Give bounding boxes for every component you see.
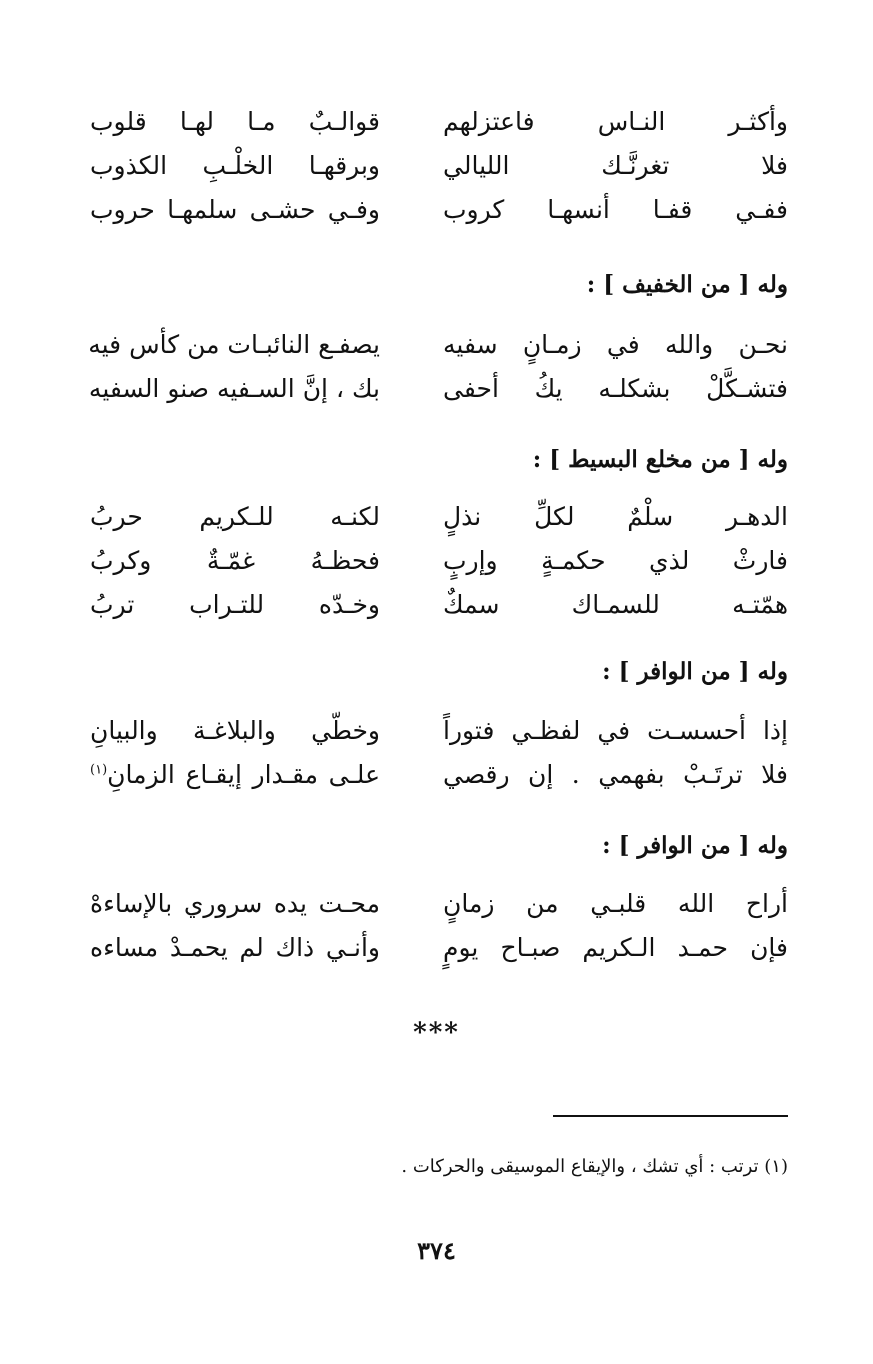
verse-second-hemistich: وفـي حشـى سلمهـا حروب	[90, 195, 380, 224]
verse-second-hemistich: فحظـهُ غمّـةٌ وكربُ	[90, 546, 380, 575]
verse-first-hemistich: فتشـكَّلْ بشكلـه يكُ أحفى	[443, 374, 788, 403]
verse-line	[70, 926, 788, 970]
verse-text: علـى مقـدار إيقـاع الزمانِ	[107, 760, 380, 789]
verse-second-hemistich: قوالـبٌ مـا لهـا قلوب	[90, 107, 380, 136]
poem-heading: وله [ من الخفيف ] :	[586, 271, 788, 298]
verse-first-hemistich: إذا أحسسـت في لفظـي فتوراً	[443, 716, 788, 745]
verse-first-hemistich: أراح الله قلبـي من زمانٍ	[443, 889, 788, 918]
verse-second-hemistich: لكنـه للـكريم حربُ	[90, 502, 380, 531]
verse-first-hemistich: فلا تغرنَّـك الليالي	[443, 151, 788, 180]
footnote-divider	[553, 1115, 788, 1117]
verse-line	[70, 709, 788, 753]
verse-first-hemistich: فإن حمـد الـكريم صبـاح يومٍ	[443, 933, 788, 962]
verse-line	[70, 882, 788, 926]
page-number: ٣٧٤	[417, 1236, 456, 1265]
verse-line	[70, 100, 788, 144]
verse-line	[70, 144, 788, 188]
verse-first-hemistich: همّتـه للسمـاك سمكٌ	[443, 590, 788, 619]
verse-first-hemistich: نحـن والله في زمـانٍ سفيه	[443, 330, 788, 359]
verse-second-hemistich: وخـدّه للتـراب تربُ	[90, 590, 380, 619]
verse-line	[70, 583, 788, 627]
verse-second-hemistich: وبرقهـا الخلْـبِ الكذوب	[90, 151, 380, 180]
verse-line	[70, 753, 788, 797]
verse-line	[70, 323, 788, 367]
poem-stanza-3	[70, 495, 788, 627]
verse-line	[70, 188, 788, 232]
verse-first-hemistich: الدهـر سلْمٌ لكلِّ نذلٍ	[443, 502, 788, 531]
verse-first-hemistich: وأكثـر النـاس فاعتزلهم	[443, 107, 788, 136]
verse-second-hemistich: بك ، إنَّ السـفيه صنو السفيه	[88, 374, 380, 403]
poem-stanza-5	[70, 882, 788, 970]
verse-second-hemistich: يصفـع النائبـات من كأس فيه	[88, 330, 380, 359]
verse-line	[70, 495, 788, 539]
poem-heading: وله [ من مخلع البسيط ] :	[532, 446, 788, 473]
verse-first-hemistich: فلا ترتَـبْ بفهمي . إن رقصي	[443, 760, 788, 789]
poem-stanza-1	[70, 100, 788, 232]
poem-heading: وله [ من الوافر ] :	[602, 832, 788, 859]
verse-first-hemistich: ففـي قفـا أنسهـا كروب	[443, 195, 788, 224]
verse-second-hemistich	[90, 753, 380, 797]
poem-stanza-2	[70, 323, 788, 411]
verse-line	[70, 539, 788, 583]
section-separator: ***	[413, 1018, 460, 1048]
footnote-marker: (١)	[90, 762, 108, 778]
verse-first-hemistich: فارثْ لذي حكمـةٍ وإربٍ	[443, 546, 788, 575]
verse-line	[70, 367, 788, 411]
verse-second-hemistich: وأنـي ذاك لم يحمـدْ مساءه	[90, 933, 380, 962]
poem-heading: وله [ من الوافر ] :	[602, 658, 788, 685]
poem-stanza-4	[70, 709, 788, 797]
footnote: (١) ترتب : أي تشك ، والإيقاع الموسيقى والحركات .	[401, 1156, 788, 1177]
verse-second-hemistich: محـت يده سروري بالإساءهْ	[90, 889, 380, 918]
verse-second-hemistich: وخطّي والبلاغـة والبيانِ	[90, 716, 380, 745]
